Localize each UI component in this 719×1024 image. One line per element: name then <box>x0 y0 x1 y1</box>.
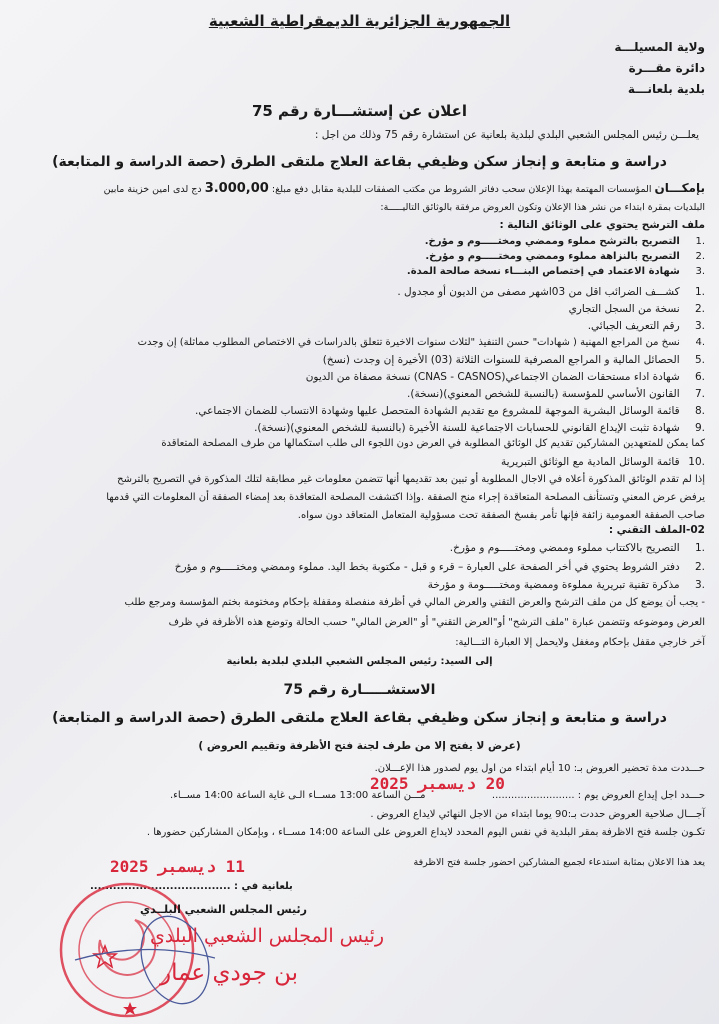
candidacy-item: 1. كشـــف الضرائب اقل من 03اشهر مصفى من الديون أو مجدول . <box>397 286 705 298</box>
offer-validity: آجـــال صلاحية العروض حددت بـ:90 يوما ابتداء من الاجل النهائي لايداع العروض . <box>370 809 705 820</box>
republic-header: الجمهورية الجزائرية الديمقراطية الشعبية <box>208 12 511 30</box>
candidacy-item: 2. نسخة من السجل التجاري <box>568 303 705 315</box>
candidacy-item: 10. قائمة الوسائل المادية مع الوثائق التبريرية <box>501 456 705 468</box>
announcement-subject: دراسة و متابعة و إنجاز سكن وظيفي بقاعة العلاج ملتقى الطرق (حصة الدراسة و المتابعة) <box>52 154 667 170</box>
imkan-line <box>104 181 705 197</box>
signature-place: بلعانية في : ..................................... <box>90 881 293 892</box>
signature-date-stamp: 11 ديسمبر 2025 <box>110 857 245 876</box>
envelope-line: - يجب أن يوضع كل من ملف الترشح والعرض التقني والعرض المالي في أظرفة منفصلة ومقفلة بإحكام ومختومة بختم المؤسسة ومرجع طلب <box>124 597 705 608</box>
deposit-deadline: حـــدد اجل إيداع العروض يوم : .......................... مـــن الساعة 13:00 مســاء الـى غاية الساعة 14:00 مســاء. <box>169 790 705 801</box>
candidacy-item: 6. شهادة اداء مستحقات الضمان الاجتماعي(CNAS - CASNOS) نسخة مصفاة من الديون <box>305 371 705 383</box>
warning-line: صاحب الصفقة العمومية زائفة فإنها تأمر بفسخ الصفقة تحت مسؤولية المتعامل المتعاقد دون سواه. <box>297 510 705 521</box>
envelope-subject: دراسة و متابعة و إنجاز سكن وظيفي بقاعة العلاج ملتقى الطرق (حصة الدراسة و المتابعة) <box>52 710 667 726</box>
candidacy-item: 1. التصريح بالترشح مملوء وممضي ومختـــــوم و مؤرخ. <box>424 236 705 247</box>
candidacy-item: 2. التصريح بالنزاهة مملوء وممضي ومختـــــوم و مؤرخ. <box>425 251 705 262</box>
convocation-note: يعد هذا الاعلان بمثابة استدعاء لجميع المشاركين احضور جلسة فتح الاظرفة <box>413 857 705 868</box>
candidacy-item: 3. رقم التعريف الجبائي. <box>587 320 705 332</box>
warning-line: يرفض عرض المعني وتستأنف المصلحة المتعاقدة إجراء منح الصفقة .وإذا اكتشفت المصلحة المتعاقدة بعد إمضاء الصفقة أن المعلومات التي قدمها <box>106 492 705 503</box>
prep-period: حـــددت مدة تحضير العروض بـ: 10 أيام ابتداء من اول يوم لصدور هذا الإعـــلان. <box>374 763 705 774</box>
candidacy-item: 5. الحصائل المالية و المراجع المصرفية للسنوات الثلاثة (03) الأخيرة إن وجدت (نسخ) <box>322 354 705 366</box>
candidacy-item: 4. نسخ من المراجع المهنية ( شهادات" حسن التنفيذ "لثلاث سنوات الاخيرة تتعلق بالدراسات في الاختصاص المطلوب مماثلة) إن وجدت <box>137 337 705 348</box>
candidacy-item: 7. القانون الأساسي للمؤسسة (بالنسبة للشخص المعنوي)(نسخة). <box>407 388 705 400</box>
envelope-title: الاستشـــــارة رقم 75 <box>283 682 436 698</box>
technical-item: 3. مذكرة تقنية تبريرية مملوءة وممضية ومختـــــومة و مؤرخة <box>427 579 705 591</box>
envelope-line: آخر خارجي مقفل بإحكام ومغفل ولايحمل إلا العبارة التـــالية: <box>455 637 705 648</box>
warning-line: إذا لم تقدم الوثائق المذكورة أعلاه في الاجال المطلوبة أو تبين بعد تقديمها أنها تتضمن معلومات غير مطابقة لتلك المذكورة في التصريح بالترشح <box>117 474 705 485</box>
imkan-text: المؤسسات المهتمة بهذا الإعلان سحب دفاتر الشروط من مكتب الصفقات للبلدية مقابل دفع مبلغ: <box>271 184 652 195</box>
announcement-title: اعلان عن إستشـــارة رقم 75 <box>251 102 468 120</box>
stamp-title: رئيس المجلس الشعبي البلدي <box>150 925 385 947</box>
candidacy-item: 8. قائمة الوسائل البشرية الموجهة للمشروع مع تقديم الشهادة المتحصل عليها وشهادة الانتساب للضمان الاجتماعي. <box>195 405 705 417</box>
amount: 3.000,00 <box>204 181 269 196</box>
opening-session: تكـون جلسة فتح الاظرفة بمقر البلدية في نفس اليوم المحدد لايداع العروض على الساعة 14:00 مســاء ، وبإمكان المشاركين حضورها . <box>146 827 705 838</box>
candidacy-heading: ملف الترشح يحتوي على الوثائق التالية : <box>499 219 705 231</box>
daira-label: دائرة مقـــرة <box>628 61 705 75</box>
deposit-date-stamp: 20 ديسمبر 2025 <box>370 774 505 793</box>
technical-item: 2. دفتر الشروط يحتوي في أخر الصفحة على العبارة – قرء و قبل - مكتوبة بخط اليد. مملوء وممضي ومختـــــوم و مؤرخ <box>174 561 705 573</box>
signature-title: رئيس المجلس الشعبي البلــدي <box>140 903 307 916</box>
announcement-intro: يعلـــن رئيس المجلس الشعبي البلدي لبلدية بلعانية عن استشارة رقم 75 وذلك من اجل : <box>314 129 699 141</box>
technical-heading: 02-الملف التقني : <box>608 524 705 536</box>
imkan-line-2: البلديات بمقرة ابتداء من نشر هذا الإعلان وتكون العروض مرفقة بالوثائق التاليـــــة: <box>380 202 705 213</box>
addressee: إلى السيد: رئيس المجلس الشعبي البلدي لبلدية بلعانية <box>226 656 493 667</box>
technical-item: 1. التصريح بالاكتتاب مملوء وممضي ومختـــــوم و مؤرخ. <box>449 542 705 554</box>
envelope-note: (عرض لا يفتح إلا من طرف لجنة فتح الأظرفة وتقييم العروض ) <box>198 740 521 752</box>
imkan-label: بإمكـــان <box>654 181 705 195</box>
imkan-text2: دج لدى امين خزينة مابين <box>103 184 202 195</box>
candidacy-item: 9. شهادة تثبت الإيداع القانوني للحسابات الاجتماعية للسنة الأخيرة (بالنسبة للشخص المعنوي)(نسخة). <box>254 422 705 434</box>
envelope-line: العرض وموضوعه وتتضمن عبارة "ملف الترشح" أو"العرض التقني" أو "العرض المالي" حسب الحالة وتوضع هذه الأظرفة في ظرف <box>168 617 705 628</box>
candidacy-note: كما يمكن للمتعهدين المشاركين تقديم كل الوثائق المطلوبة في العرض دون اللجوء الى طلب استكمالها من طرف المصلحة المتعاقدة <box>161 438 705 449</box>
wilaya-label: ولاية المسيلـــة <box>614 40 705 54</box>
candidacy-item: 3. شهادة الاعتماد في إختصاص البنـــاء نسخة صالحة المدة. <box>406 266 705 277</box>
baladiya-label: بلدية بلعانـــة <box>627 82 705 96</box>
official-seal-icon <box>55 880 215 1020</box>
stamp-name: بن جودي عمار <box>160 960 299 986</box>
